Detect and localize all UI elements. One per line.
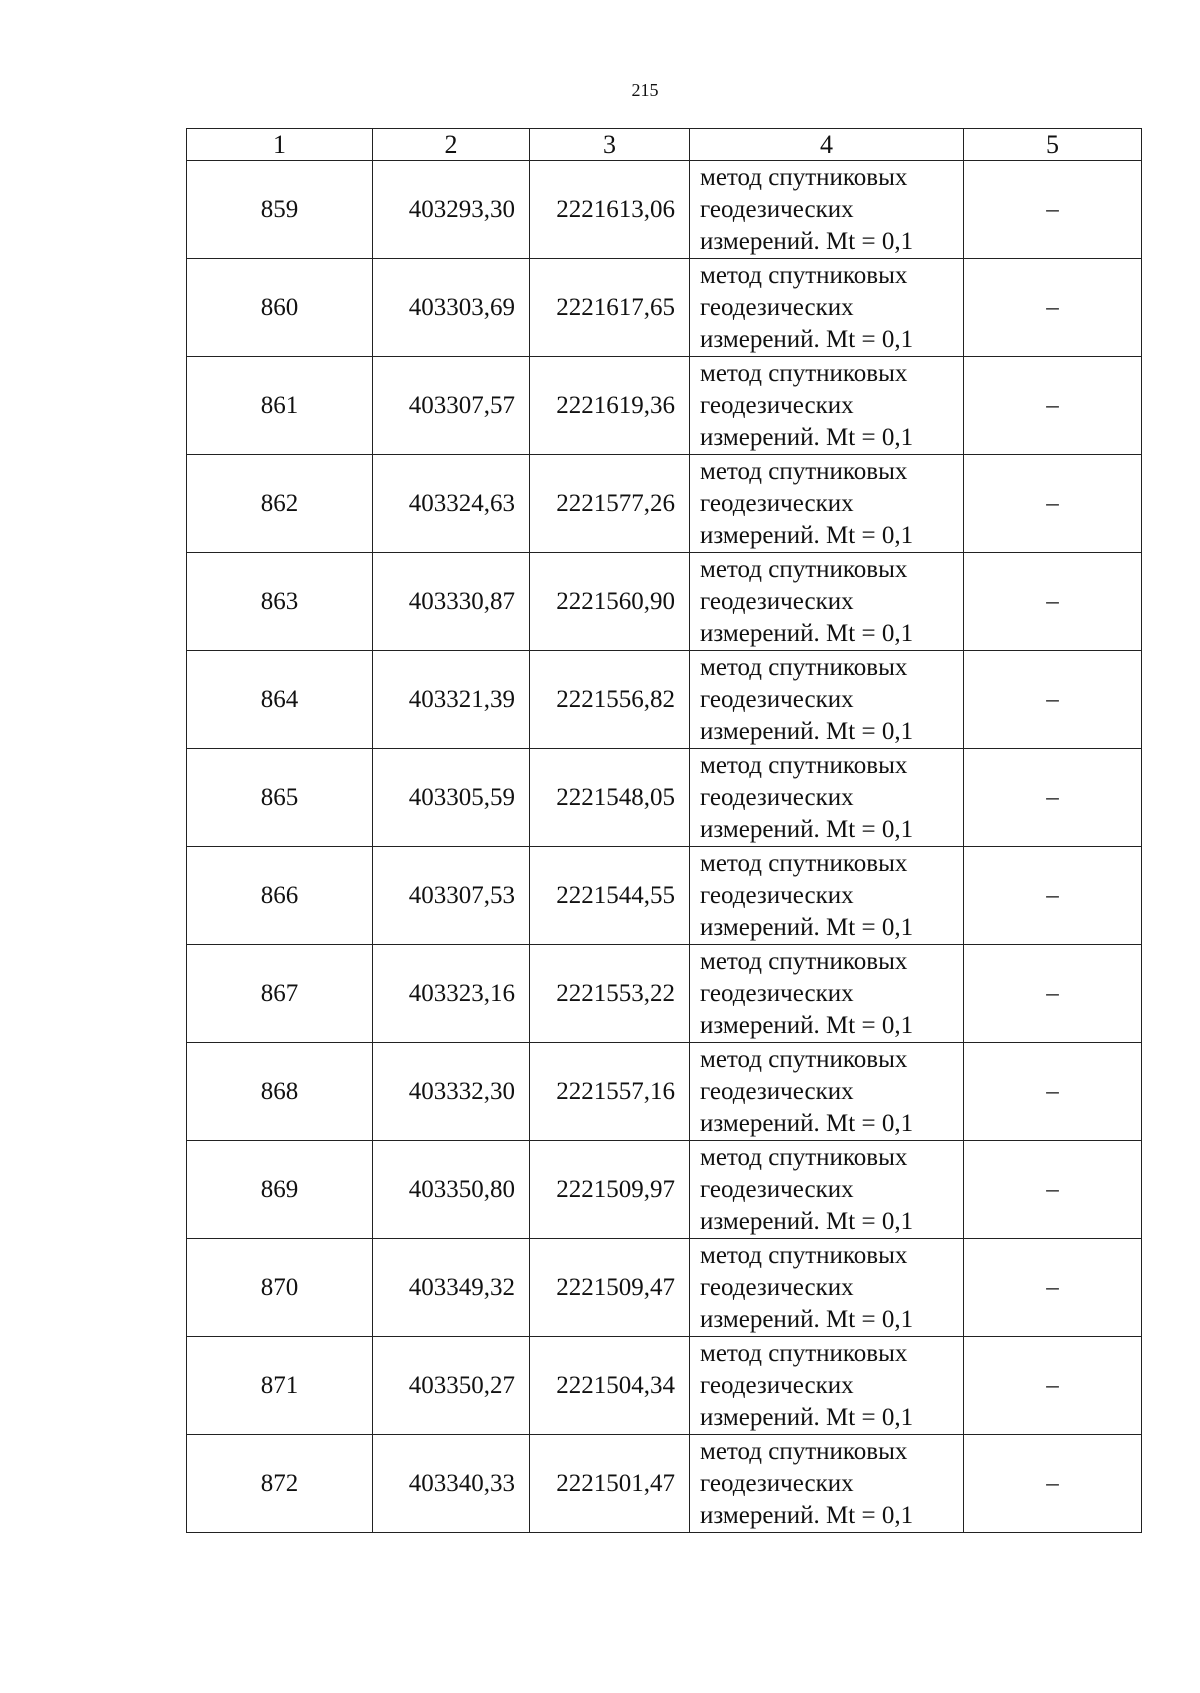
method-cell (690, 1141, 964, 1239)
note-cell: – (964, 1435, 1142, 1533)
method-line: геодезических (700, 685, 854, 713)
method-line: измерений. Mt = 0,1 (700, 1501, 914, 1529)
table-row (187, 749, 1142, 847)
table-body (187, 161, 1142, 1533)
method-cell (690, 749, 964, 847)
method-line: метод спутниковых (700, 1045, 908, 1073)
y-coordinate-cell: 2221548,05 (530, 749, 690, 847)
method-cell (690, 161, 964, 259)
table-row (187, 455, 1142, 553)
y-coordinate-cell: 2221560,90 (530, 553, 690, 651)
method-cell (690, 1337, 964, 1435)
table-row (187, 1141, 1142, 1239)
y-coordinate-cell: 2221501,47 (530, 1435, 690, 1533)
method-line: метод спутниковых (700, 947, 908, 975)
method-line: измерений. Mt = 0,1 (700, 325, 914, 353)
method-line: метод спутниковых (700, 359, 908, 387)
column-header-2: 2 (373, 129, 530, 161)
note-cell: – (964, 1337, 1142, 1435)
method-line: геодезических (700, 1371, 854, 1399)
table-row (187, 1043, 1142, 1141)
y-coordinate-cell: 2221617,65 (530, 259, 690, 357)
note-cell: – (964, 1239, 1142, 1337)
x-coordinate-cell: 403350,27 (373, 1337, 530, 1435)
method-cell (690, 945, 964, 1043)
table-row (187, 259, 1142, 357)
method-cell (690, 455, 964, 553)
method-cell (690, 553, 964, 651)
point-number-cell: 865 (187, 749, 373, 847)
method-line: геодезических (700, 195, 854, 223)
method-line: геодезических (700, 391, 854, 419)
x-coordinate-cell: 403323,16 (373, 945, 530, 1043)
method-cell (690, 1043, 964, 1141)
x-coordinate-cell: 403307,53 (373, 847, 530, 945)
table-row (187, 651, 1142, 749)
method-line: измерений. Mt = 0,1 (700, 1207, 914, 1235)
note-cell: – (964, 945, 1142, 1043)
method-line: метод спутниковых (700, 751, 908, 779)
point-number-cell: 862 (187, 455, 373, 553)
method-cell (690, 1435, 964, 1533)
method-cell (690, 357, 964, 455)
point-number-cell: 861 (187, 357, 373, 455)
page-number: 215 (631, 80, 659, 100)
note-cell: – (964, 1141, 1142, 1239)
table-row (187, 847, 1142, 945)
method-line: измерений. Mt = 0,1 (700, 1011, 914, 1039)
table-row (187, 1337, 1142, 1435)
method-line: геодезических (700, 979, 854, 1007)
y-coordinate-cell: 2221509,47 (530, 1239, 690, 1337)
column-header-4: 4 (690, 129, 964, 161)
note-cell: – (964, 161, 1142, 259)
note-cell: – (964, 259, 1142, 357)
method-cell (690, 651, 964, 749)
method-line: метод спутниковых (700, 457, 908, 485)
method-line: метод спутниковых (700, 1241, 908, 1269)
y-coordinate-cell: 2221504,34 (530, 1337, 690, 1435)
x-coordinate-cell: 403330,87 (373, 553, 530, 651)
y-coordinate-cell: 2221509,97 (530, 1141, 690, 1239)
x-coordinate-cell: 403303,69 (373, 259, 530, 357)
point-number-cell: 860 (187, 259, 373, 357)
note-cell: – (964, 455, 1142, 553)
coordinates-table (186, 128, 1142, 1533)
y-coordinate-cell: 2221553,22 (530, 945, 690, 1043)
method-line: метод спутниковых (700, 1437, 908, 1465)
table-row (187, 357, 1142, 455)
method-line: метод спутниковых (700, 261, 908, 289)
table-header-row (187, 129, 1142, 161)
point-number-cell: 869 (187, 1141, 373, 1239)
column-header-1: 1 (187, 129, 373, 161)
point-number-cell: 859 (187, 161, 373, 259)
y-coordinate-cell: 2221556,82 (530, 651, 690, 749)
point-number-cell: 870 (187, 1239, 373, 1337)
x-coordinate-cell: 403305,59 (373, 749, 530, 847)
method-line: геодезических (700, 1273, 854, 1301)
method-line: метод спутниковых (700, 849, 908, 877)
point-number-cell: 866 (187, 847, 373, 945)
point-number-cell: 863 (187, 553, 373, 651)
note-cell: – (964, 1043, 1142, 1141)
column-header-5: 5 (964, 129, 1142, 161)
method-line: метод спутниковых (700, 555, 908, 583)
note-cell: – (964, 847, 1142, 945)
method-line: измерений. Mt = 0,1 (700, 1305, 914, 1333)
method-cell (690, 1239, 964, 1337)
method-line: метод спутниковых (700, 1339, 908, 1367)
x-coordinate-cell: 403324,63 (373, 455, 530, 553)
method-line: метод спутниковых (700, 653, 908, 681)
column-header-3: 3 (530, 129, 690, 161)
method-line: метод спутниковых (700, 1143, 908, 1171)
y-coordinate-cell: 2221613,06 (530, 161, 690, 259)
table-row (187, 945, 1142, 1043)
table-row (187, 1239, 1142, 1337)
method-line: измерений. Mt = 0,1 (700, 913, 914, 941)
y-coordinate-cell: 2221619,36 (530, 357, 690, 455)
table-row (187, 1435, 1142, 1533)
x-coordinate-cell: 403340,33 (373, 1435, 530, 1533)
method-cell (690, 847, 964, 945)
method-line: геодезических (700, 489, 854, 517)
x-coordinate-cell: 403332,30 (373, 1043, 530, 1141)
y-coordinate-cell: 2221557,16 (530, 1043, 690, 1141)
point-number-cell: 868 (187, 1043, 373, 1141)
method-line: измерений. Mt = 0,1 (700, 619, 914, 647)
point-number-cell: 871 (187, 1337, 373, 1435)
method-line: измерений. Mt = 0,1 (700, 815, 914, 843)
table-row (187, 161, 1142, 259)
method-line: измерений. Mt = 0,1 (700, 717, 914, 745)
y-coordinate-cell: 2221577,26 (530, 455, 690, 553)
method-line: геодезических (700, 1077, 854, 1105)
method-line: измерений. Mt = 0,1 (700, 227, 914, 255)
method-line: измерений. Mt = 0,1 (700, 1109, 914, 1137)
method-line: измерений. Mt = 0,1 (700, 423, 914, 451)
method-line: геодезических (700, 293, 854, 321)
note-cell: – (964, 749, 1142, 847)
note-cell: – (964, 553, 1142, 651)
note-cell: – (964, 357, 1142, 455)
x-coordinate-cell: 403321,39 (373, 651, 530, 749)
method-line: измерений. Mt = 0,1 (700, 521, 914, 549)
method-line: геодезических (700, 587, 854, 615)
method-cell (690, 259, 964, 357)
x-coordinate-cell: 403293,30 (373, 161, 530, 259)
method-line: геодезических (700, 1175, 854, 1203)
point-number-cell: 872 (187, 1435, 373, 1533)
method-line: геодезических (700, 1469, 854, 1497)
method-line: геодезических (700, 881, 854, 909)
point-number-cell: 867 (187, 945, 373, 1043)
method-line: измерений. Mt = 0,1 (700, 1403, 914, 1431)
method-line: метод спутниковых (700, 163, 908, 191)
table-row (187, 553, 1142, 651)
x-coordinate-cell: 403349,32 (373, 1239, 530, 1337)
point-number-cell: 864 (187, 651, 373, 749)
x-coordinate-cell: 403350,80 (373, 1141, 530, 1239)
method-line: геодезических (700, 783, 854, 811)
y-coordinate-cell: 2221544,55 (530, 847, 690, 945)
note-cell: – (964, 651, 1142, 749)
x-coordinate-cell: 403307,57 (373, 357, 530, 455)
